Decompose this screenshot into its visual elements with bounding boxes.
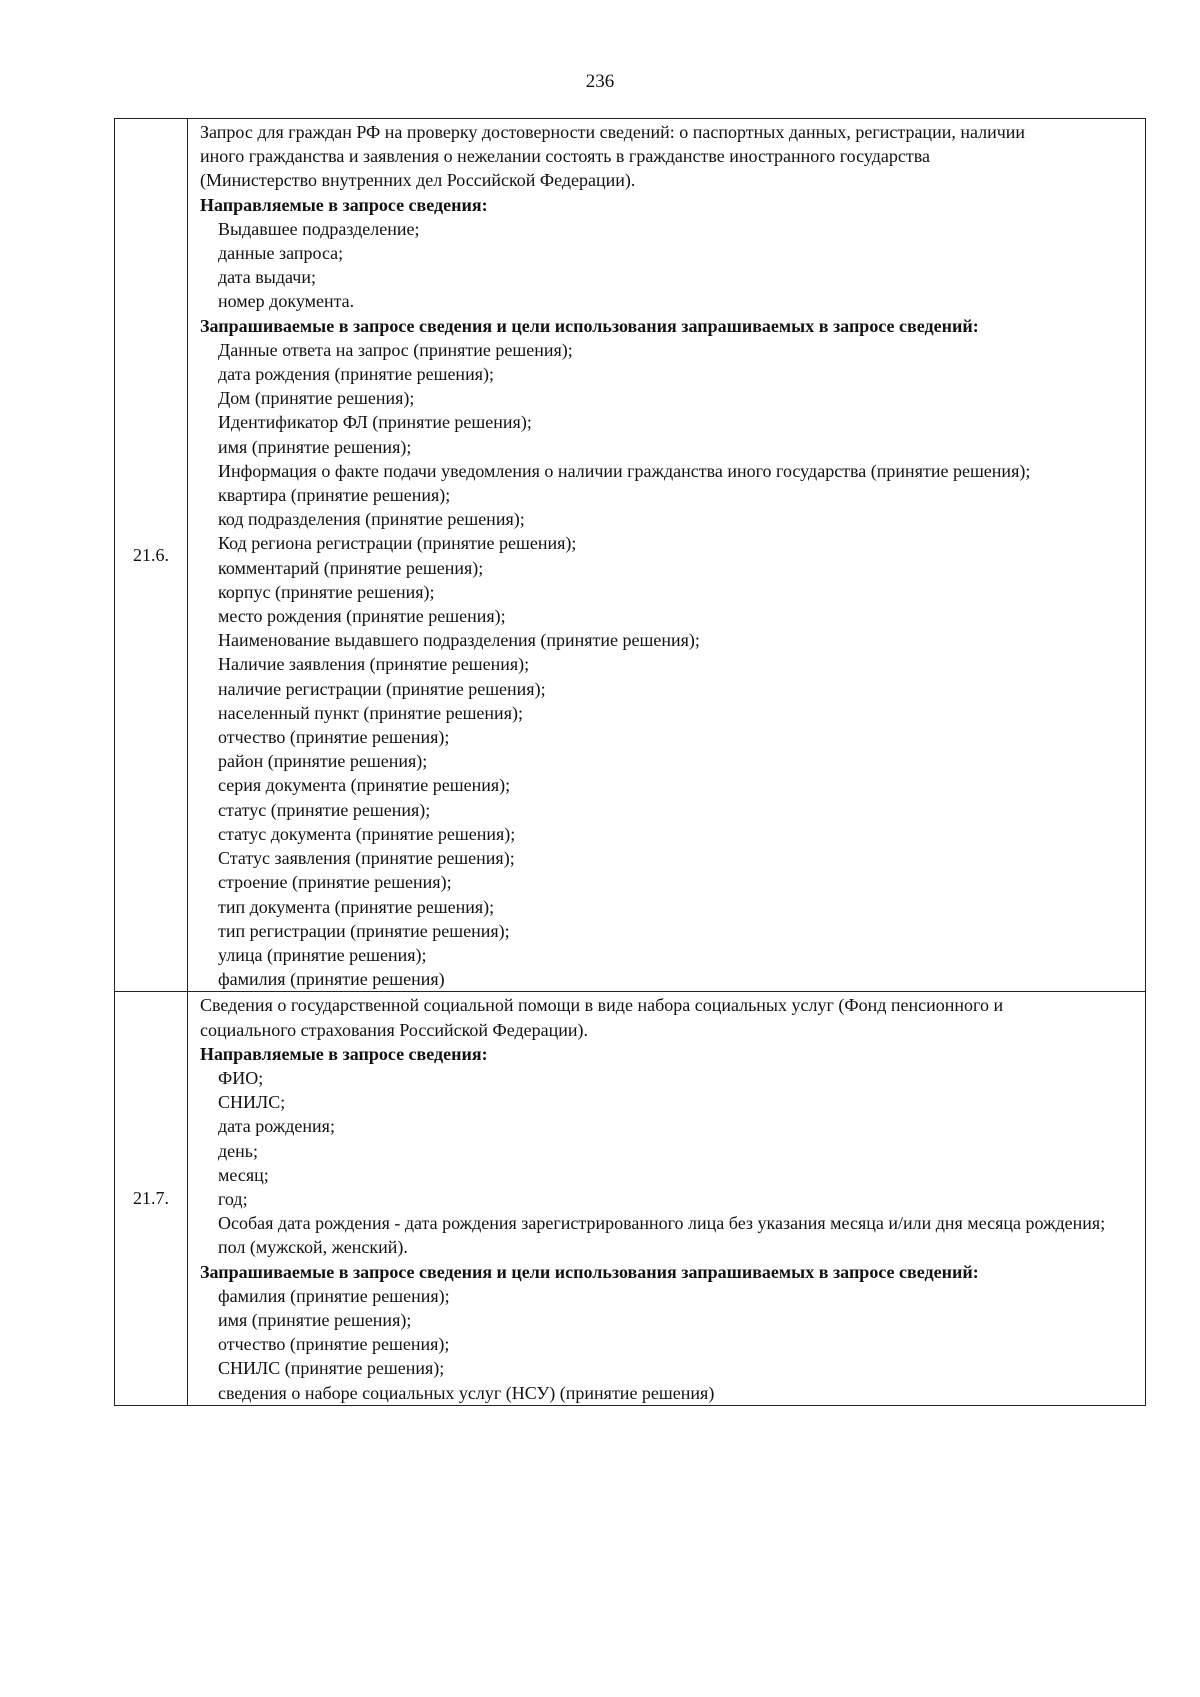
requested-item: СНИЛС (принятие решения); (218, 1358, 445, 1379)
requested-item: статус документа (принятие решения); (218, 823, 516, 844)
requested-item: корпус (принятие решения); (218, 581, 435, 602)
table-row-21-7 (115, 992, 1146, 1405)
document-table (114, 118, 1146, 1406)
requested-item: Наличие заявления (принятие решения); (218, 654, 530, 675)
intro-line: (Министерство внутренних дел Российской Федерации). (200, 170, 636, 191)
sent-item: дата рождения; (218, 1116, 335, 1137)
sent-item-long: Особая дата рождения - дата рождения зарегистрированного лица без указания месяца и/или дня месяца рождения; (218, 1213, 1106, 1234)
requested-item: Дом (принятие решения); (218, 388, 415, 409)
intro-line: Сведения о государственной социальной помощи в виде набора социальных услуг (Фонд пенсионного и (200, 995, 1004, 1016)
sent-item: год; (218, 1188, 248, 1209)
sent-item: ФИО; (218, 1067, 264, 1088)
requested-item: имя (принятие решения); (218, 1309, 412, 1330)
requested-item: Код региона регистрации (принятие решения); (218, 533, 577, 554)
requested-item: имя (принятие решения); (218, 436, 412, 457)
intro-line: Запрос для граждан РФ на проверку достоверности сведений: о паспортных данных, регистрации, наличии (200, 122, 1026, 142)
requested-item: фамилия (принятие решения); (218, 1285, 450, 1306)
requested-item: район (принятие решения); (218, 751, 428, 772)
sent-heading: Направляемые в запросе сведения: (200, 1043, 488, 1064)
requested-item: квартира (принятие решения); (218, 485, 451, 506)
requested-heading: Запрашиваемые в запросе сведения и цели использования запрашиваемых в запросе сведений: (200, 315, 979, 336)
requested-item: комментарий (принятие решения); (218, 557, 484, 578)
requested-heading: Запрашиваемые в запросе сведения и цели использования запрашиваемых в запросе сведений: (200, 1261, 979, 1282)
row-content (188, 992, 1146, 1405)
sent-item: данные запроса; (218, 243, 344, 264)
requested-item: место рождения (принятие решения); (218, 606, 506, 627)
requested-item: отчество (принятие решения); (218, 727, 450, 748)
requested-item: отчество (принятие решения); (218, 1334, 450, 1355)
row-number: 21.6. (115, 119, 188, 992)
requested-item: Статус заявления (принятие решения); (218, 848, 515, 869)
intro-line: иного гражданства и заявления о нежелании состоять в гражданстве иностранного государства (200, 146, 930, 167)
sent-item: пол (мужской, женский). (218, 1237, 408, 1258)
requested-item: Информация о факте подачи уведомления о наличии гражданства иного государства (принятие решения); (218, 460, 1031, 481)
requested-item: серия документа (принятие решения); (218, 775, 511, 796)
row-number: 21.7. (115, 992, 188, 1405)
requested-item: сведения о наборе социальных услуг (НСУ) (принятие решения) (218, 1382, 715, 1403)
requested-item: код подразделения (принятие решения); (218, 509, 525, 530)
table-row-21-6 (115, 119, 1146, 992)
sent-item: номер документа. (218, 291, 355, 312)
sent-item: СНИЛС; (218, 1092, 286, 1113)
sent-item: дата выдачи; (218, 267, 316, 288)
requested-item: населенный пункт (принятие решения); (218, 702, 523, 723)
requested-item: улица (принятие решения); (218, 944, 427, 965)
requested-item: Идентификатор ФЛ (принятие решения); (218, 412, 532, 433)
sent-heading: Направляемые в запросе сведения: (200, 194, 488, 215)
requested-item: тип регистрации (принятие решения); (218, 920, 510, 941)
page-number: 236 (585, 71, 615, 92)
requested-item: фамилия (принятие решения) (218, 969, 445, 990)
requested-item: Наименование выдавшего подразделения (принятие решения); (218, 630, 700, 651)
row-content (188, 119, 1146, 992)
requested-item: строение (принятие решения); (218, 872, 452, 893)
requested-item: тип документа (принятие решения); (218, 896, 495, 917)
sent-item: месяц; (218, 1164, 269, 1185)
requested-item: наличие регистрации (принятие решения); (218, 678, 546, 699)
intro-line: социального страхования Российской Федерации). (200, 1019, 589, 1040)
requested-item: Данные ответа на запрос (принятие решения); (218, 339, 573, 360)
sent-item: Выдавшее подразделение; (218, 218, 420, 239)
sent-item: день; (218, 1140, 258, 1161)
requested-item: дата рождения (принятие решения); (218, 364, 494, 385)
requested-item: статус (принятие решения); (218, 799, 431, 820)
